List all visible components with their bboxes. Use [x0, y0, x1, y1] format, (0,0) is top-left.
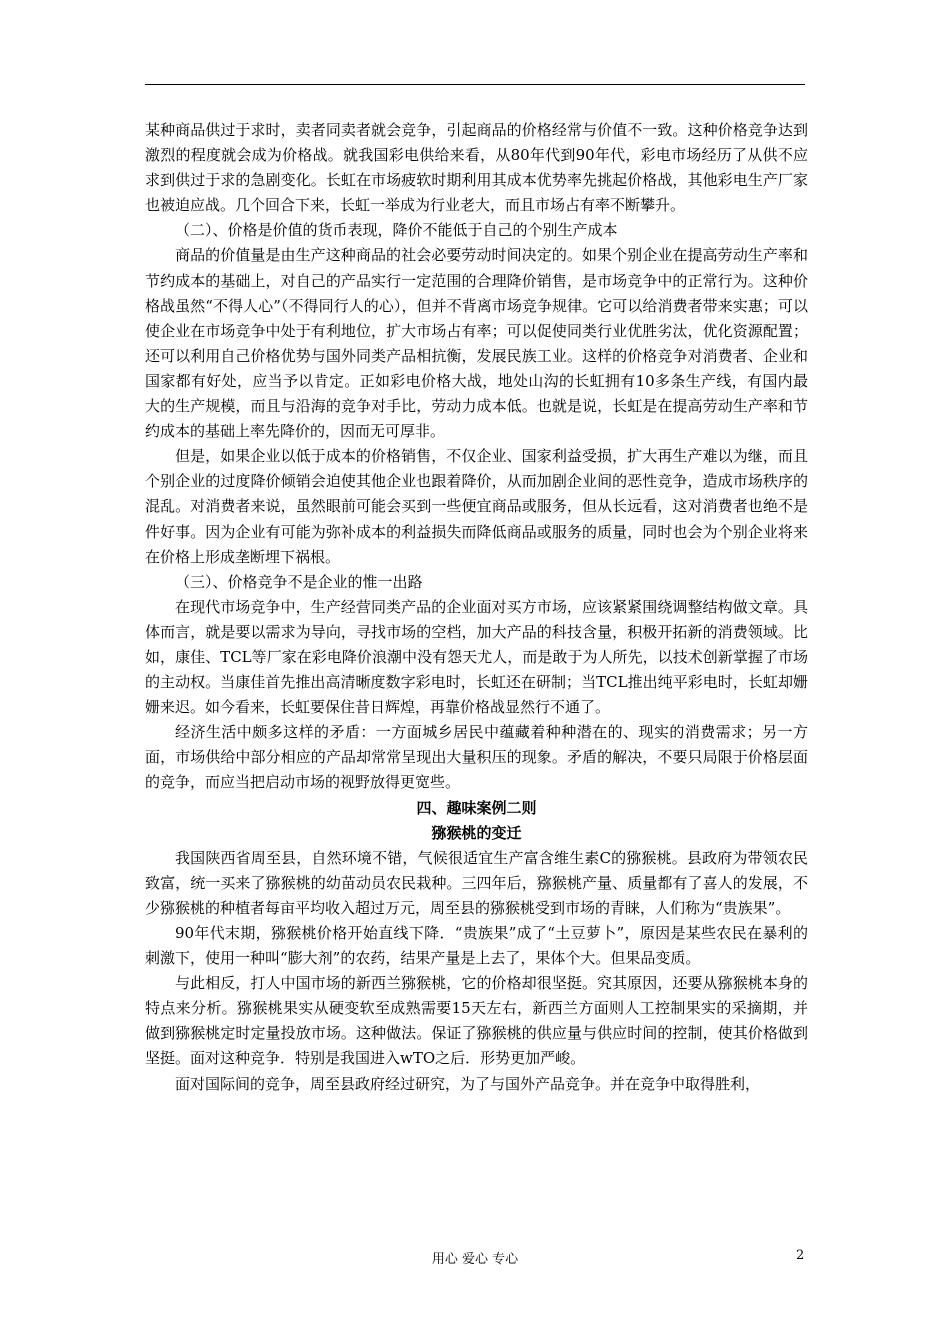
- paragraph: 但是，如果企业以低于成本的价格销售，不仅企业、国家利益受损，扩大再生产难以为继，而且个别企业的过度降价倾销会迫使其他企业也跟着降价，从而加剧企业间的恶性竞争，造成市场秩序的混乱。对消费者来说，虽然眼前可能会买到一些便宜商品或服务，但从长远看，这对消费者也绝不是件好事。因为企业有可能为弥补成本的利益损失而降低商品或服务的质量，同时也会为个别企业将来在价格上形成垄断埋下祸根。: [145, 447, 808, 566]
- document-body: [145, 118, 808, 1097]
- paragraph: 经济生活中颇多这样的矛盾：一方面城乡居民中蕴藏着种种潜在的、现实的消费需求；另一方面，市场供给中部分相应的产品却常常呈现出大量积压的现象。矛盾的解决，不要只局限于价格层面的竞争，而应当把启动市场的视野放得更宽些。: [145, 723, 808, 792]
- paragraph: 与此相反，打人中国市场的新西兰猕猴桃，它的价格却很坚挺。究其原因，还要从猕猴桃本身的特点来分析。猕猴桃果实从硬变软至成熟需要15天左右，新西兰方面则人工控制果实的采摘期，并做到猕猴桃定时定量投放市场。这种做法。保证了猕猴桃的供应量与供应时间的控制，使其价格做到坚挺。面对这种竞争．特别是我国进入wTO之后．形势更加严峻。: [145, 974, 808, 1068]
- paragraph: 我国陕西省周至县，自然环境不错，气候很适宜生产富含维生素C的猕猴桃。县政府为带领农民致富，统一买来了猕猴桃的幼苗动员农民栽种。三四年后，猕猴桃产量、质量都有了喜人的发展，不少猕猴桃的种植者每亩平均收入超过万元，周至县的猕猴桃受到市场的青睐，人们称为“贵族果”。: [145, 848, 808, 917]
- paragraph: （二）、价格是价值的货币表现，降价不能低于自己的个别生产成本: [175, 221, 618, 240]
- section-heading: 猕猴桃的变迁: [431, 823, 522, 842]
- paragraph: 90年代末期，猕猴桃价格开始直线下降．“贵族果”成了“土豆萝卜”，原因是某些农民在暴利的刺激下，使用一种叫“膨大剂”的农药，结果产量是上去了，果体个大。但果品变质。: [145, 924, 808, 968]
- paragraph: 面对国际间的竞争，周至县政府经过研究，为了与国外产品竞争。并在竞争中取得胜利，: [175, 1074, 761, 1093]
- section-heading: 四、趣味案例二则: [416, 798, 537, 817]
- page-number: 2: [796, 1248, 805, 1263]
- paragraph: 某种商品供过于求时，卖者同卖者就会竞争，引起商品的价格经常与价值不一致。这种价格竞争达到激烈的程度就会成为价格战。就我国彩电供给来看，从80年代到90年代，彩电市场经历了从供不应求到供过于求的急剧变化。长虹在市场疲软时期利用其成本优势率先挑起价格战，其他彩电生产厂家也被迫应战。几个回合下来，长虹一举成为行业老大，而且市场占有率不断攀升。: [145, 121, 808, 215]
- paragraph: 商品的价值量是由生产这种商品的社会必要劳动时间决定的。如果个别企业在提高劳动生产率和节约成本的基础上，对自己的产品实行一定范围的合理降价销售，是市场竞争中的正常行为。这种价格战虽然“不得人心”（不得同行人的心），但并不背离市场竞争规律。它可以给消费者带来实惠；可以使企业在市场竞争中处于有利地位，扩大市场占有率；可以促使同类行业优胜劣汰，优化资源配置；还可以利用自己价格优势与国外同类产品相抗衡，发展民族工业。这样的价格竞争对消费者、企业和国家都有好处，应当予以肯定。正如彩电价格大战，地处山沟的长虹拥有10多条生产线，有国内最大的生产规模，而且与沿海的竞争对手比，劳动力成本低。也就是说，长虹是在提高劳动生产率和节约成本的基础上率先降价的，因而无可厚非。: [145, 246, 808, 441]
- header-rule: [145, 84, 805, 85]
- paragraph: （三）、价格竞争不是企业的惟一出路: [175, 572, 423, 591]
- footer-text: 用心 爱心 专心: [431, 1252, 519, 1267]
- paragraph: 在现代市场竞争中，生产经营同类产品的企业面对买方市场，应该紧紧围绕调整结构做文章。具体而言，就是要以需求为导向，寻找市场的空档，加大产品的科技含量，积极开拓新的消费领域。比如，康佳、TCL等厂家在彩电降价浪潮中没有怨天尤人，而是敢于为人所先，以技术创新掌握了市场的主动权。当康佳首先推出高清晰度数字彩电时，长虹还在研制；当TCL推出纯平彩电时，长虹却姗姗来迟。如今看来，长虹要保住昔日辉煌，再靠价格战显然行不通了。: [145, 597, 808, 717]
